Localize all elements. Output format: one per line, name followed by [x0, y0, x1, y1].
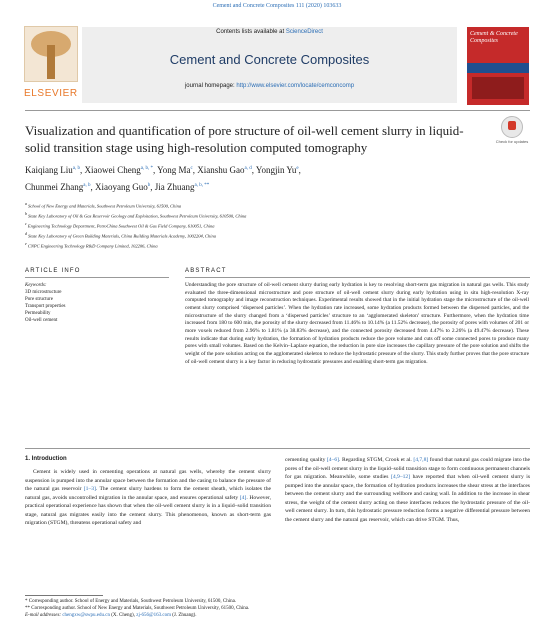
- contents-line: Contents lists available at ScienceDirect: [216, 29, 323, 35]
- keywords-block: [25, 282, 169, 324]
- citation-link[interactable]: [4–6]: [326, 457, 340, 463]
- author[interactable]: Xiaoyang Guo$^b$: [94, 182, 151, 192]
- elsevier-tree-icon: [24, 26, 78, 82]
- citation-link[interactable]: [1–3]: [83, 486, 96, 492]
- footnote-divider: [25, 595, 103, 596]
- keyword: Permeability: [25, 311, 51, 316]
- check-for-updates-button[interactable]: [494, 116, 530, 144]
- author[interactable]: Jia Zhuang$^{a, b, **}$: [154, 182, 210, 192]
- article-title: Visualization and quantification of pore structure of oil-well cement slurry in liquid-solid transition stage using high-resolution computed tomography: [25, 123, 464, 155]
- footnotes: [25, 598, 530, 619]
- journal-citation: Cement and Concrete Composites 111 (2020) 103633: [212, 3, 342, 9]
- journal-cover-thumbnail: [467, 27, 529, 105]
- cover-title: Cement & Concrete Composites: [470, 31, 518, 44]
- article-info-divider: [25, 277, 169, 278]
- abstract-bottom-divider: [25, 448, 530, 449]
- abstract-text: Understanding the pore structure of oil-well cement slurry during early hydration is key to resolving short-term gas migration in natural gas wells. This study evaluated the three-dimensional microstructure and pore structure of oil-well cement slurry during early hydration using in situ high-resolution X-ray computed tomography and image reconstruction techniques. Experimental results showed that in the initial hydration stage the microstructure of the oil-well cement slurry comprised ‘dispersed particles’. When the hydration rate increased, some hydration products formed between the dispersed particles, and the microstructure of the slurry changed from a ‘dispersed particles’ structure to an ‘agglomerated skeleton’ structure. Furthermore, when the hydration time increased from 180 to 600 min, the porosity of the slurry decreased from 11.46% to 10.14% (a 11.52% decrease), the porosity of pores with volumes of 201 or more voxels reduced from 2.96% to 1.81% (a 38.83% decrease), and the connected porosity decreased from 4.47% to 2.26% (a 49.47% decrease). These results indicate that during early hydration, the formation of hydration products reduce the pore volume and cuts off some connected pores to produce many pores with small volumes. Based on the Kelvin–Laplace equation, the reduction in pore size increases the capillary pressure of the pore solution and shifts the weight of the pore solution acting on the agglomerated skeleton to reduce the hydrostatic pressure of the slurry. This study further proves that the pore structure of oil-well cement slurry is a key factor in reducing hydrostatic pressures and enabling short-term gas migration.: [185, 282, 529, 365]
- abstract-divider: [185, 277, 530, 278]
- author[interactable]: Xiaowei Cheng$^{a, b, *}$: [84, 165, 153, 175]
- citation-link[interactable]: [4]: [239, 494, 247, 501]
- footnote: ** Corresponding author. School of New Energy and Materials, Southwest Petroleum University, 61500, China.: [25, 606, 250, 611]
- author[interactable]: Yongjin Yu$^e$: [255, 165, 299, 175]
- elsevier-logo: [24, 26, 78, 104]
- citation-link[interactable]: [4,7,8]: [413, 457, 429, 463]
- journal-title: Cement and Concrete Composites: [169, 52, 370, 67]
- citation-link[interactable]: [4,9–12]: [390, 474, 411, 480]
- affiliation: $^a$ School of New Energy and Materials, Southwest Petroleum University, 61500, China: [25, 201, 182, 209]
- affiliation: $^b$ State Key Laboratory of Oil & Gas Reservoir Geology and Exploitation, Southwest Petroleum University, 610500, China: [25, 211, 247, 219]
- section-heading-introduction: 1. Introduction: [25, 456, 67, 462]
- check-updates-label: Check for updates: [495, 139, 529, 144]
- affiliations: [25, 200, 530, 250]
- keyword: Oil-well cement: [25, 318, 58, 323]
- journal-homepage-link[interactable]: http://www.elsevier.com/locate/cemconcomp: [236, 83, 355, 89]
- keyword: Pore structure: [25, 297, 53, 302]
- author[interactable]: Chunmei Zhang$^{a, b}$: [25, 182, 91, 192]
- email-link[interactable]: chengxw@swpu.edu.cn: [62, 613, 110, 618]
- journal-homepage: journal homepage: http://www.elsevier.com/locate/cemconcomp: [184, 83, 355, 89]
- header-divider: [25, 110, 530, 111]
- body-column-left: Cement is widely used in cementing operations at natural gas wells, whereby the cement slurry suspension is pumped into the annular space between the formation and the casing to balance the pressure of the natural gas reservoir [1–3]. The cement slurry hardens to form the cement sheath, which isolates the natural gas, avoids uncontrolled migration in the annular space, and ensures operational safety [4]. However, practical operational experience has shown that when the oil-well cement slurry is in a liquid–solid transition stage, natural gas migrates easily into the cement slurry. This phenomenon, known as short-term gas migration (STGM), threatens operational safety and: [25, 469, 271, 526]
- email-link[interactable]: zj-656@163.com: [136, 613, 171, 618]
- footnote: * Corresponding author. School of Energy and Materials, Southwest Petroleum University, 61500, China.: [25, 599, 237, 604]
- keyword: Transport properties: [25, 304, 66, 309]
- keyword: 3D microstructure: [25, 290, 62, 295]
- affiliation: $^c$ Engineering Technology Department, PetroChina Southwest Oil & Gas Field Company, 610051, China: [25, 221, 215, 229]
- author[interactable]: Kaiqiang Liu$^{a, b}$: [25, 165, 80, 175]
- publisher-name: ELSEVIER: [24, 88, 78, 99]
- article-info-heading: ARTICLE INFO: [25, 268, 81, 274]
- affiliation: $^d$ State Key Laboratory of Green Building Materials, China Building Materials Academy, 1002204, China: [25, 231, 216, 239]
- sciencedirect-link[interactable]: ScienceDirect: [285, 29, 323, 35]
- email-line: E-mail addresses: chengxw@swpu.edu.cn (X. Cheng), zj-656@163.com (J. Zhuang).: [25, 613, 197, 618]
- keywords-label: Keywords:: [25, 283, 47, 288]
- check-updates-icon: [501, 116, 523, 138]
- affiliation: $^e$ CNPC Engineering Technology R&D Company Limited, 102206, China: [25, 241, 158, 249]
- author[interactable]: Xianshu Gao$^{a, d}$: [197, 165, 252, 175]
- author-list: Kaiqiang Liu$^{a, b}$, Xiaowei Cheng$^{a, b, *}$, Yong Ma$^c$, Xianshu Gao$^{a, d}$, Yongjin Yu$^e$, Chunmei Zhang$^{a, b}$, Xiaoyang Guo$^b$, Jia Zhuang$^{a, b, **}$: [25, 165, 301, 192]
- body-column-right: cementing quality [4–6]. Regarding STGM, Crook et al. [4,7,8] found that natural gas could migrate into the pores of the oil-well cement slurry in the liquid–solid transition stage to form continuous permanent channels for gas migration. Meanwhile, some studies [4,9–12] have reported that when oil-well cement slurry is pumped into the annular space, the formation of hydration products increases the shear stress at the interfaces between the cement slurry and the surrounding wellbore and casing wall. In addition to the increase in shear stress, the weight of the cement slurry acting on these interfaces reduces the hydrostatic pressure of the oil-well cement slurry. In turn, this hydrostatic pressure reduction forms a negative differential pressure between the cement slurry and the natural gas reservoir, which can drive STGM. Thus,: [285, 457, 531, 523]
- author[interactable]: Yong Ma$^c$: [157, 165, 193, 175]
- abstract-heading: ABSTRACT: [185, 268, 227, 274]
